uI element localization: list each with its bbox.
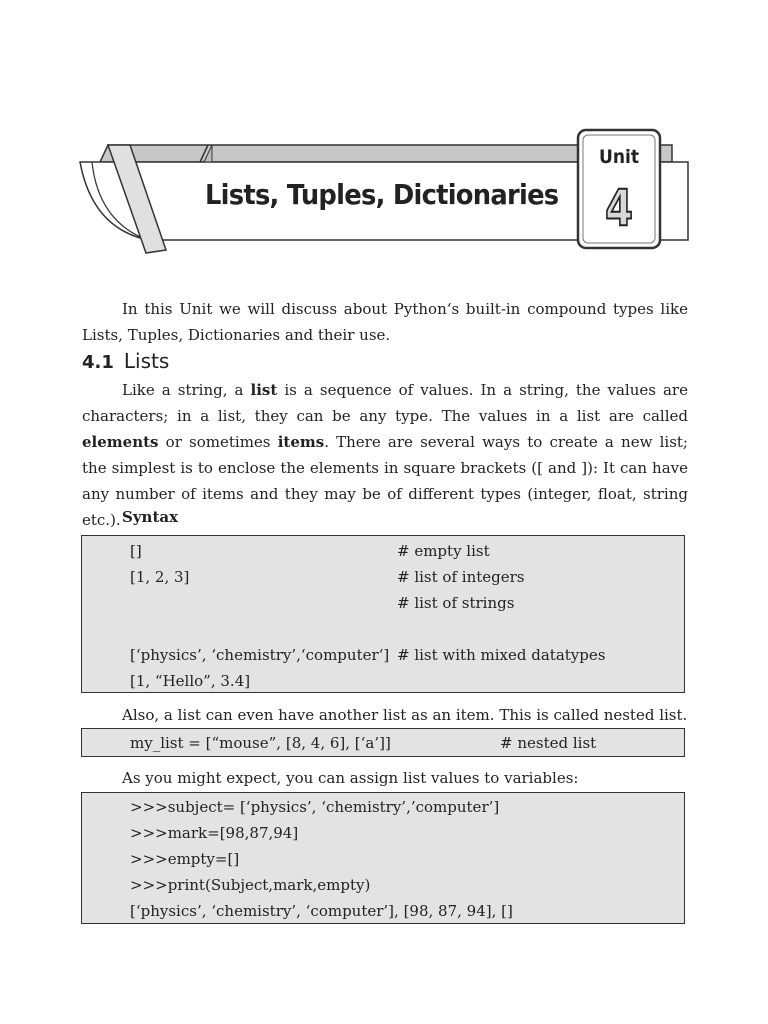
code-line: [] (130, 542, 142, 560)
section-title: Lists (123, 349, 170, 373)
code-line: [‘physics’, ‘chemistry’,‘computer‘] (130, 646, 390, 664)
syntax-code-box (81, 535, 685, 693)
code-comment: # nested list (500, 734, 597, 752)
chapter-banner (0, 0, 768, 270)
code-line: my_list = [“mouse”, [8, 4, 6], [‘a’]] (130, 734, 391, 752)
code-comment: # empty list (397, 542, 490, 560)
code-comment: # list of integers (397, 568, 525, 586)
code-line: >>>empty=[] (130, 850, 240, 868)
intro-paragraph: In this Unit we will discuss about Python‘s built-in compound types like Lists, Tuples, Dictionaries and their use. (82, 300, 688, 344)
section-heading (82, 349, 169, 373)
code-comment: # list with mixed datatypes (397, 646, 606, 664)
lists-paragraph: Like a string, a list is a sequence of values. In a string, the values are characters; in a list, they can be any type. The values in a list are called elements or sometimes items. There are several ways to create a new list; the simplest is to enclose the elements in square brackets ([ and ]): It can have any number of items and they may be of different types (integer, float, string etc.). (82, 381, 688, 529)
assign-paragraph: As you might expect, you can assign list values to variables: (122, 769, 579, 787)
term-items: items (277, 433, 325, 451)
code-line: >>>print(Subject,mark,empty) (130, 876, 371, 894)
nested-list-paragraph: Also, a list can even have another list as an item. This is called nested list. (122, 706, 688, 724)
code-line: [1, “Hello”, 3.4] (130, 672, 251, 690)
banner-ribbon-graphic (0, 0, 768, 270)
unit-label: Unit (598, 146, 640, 168)
section-number: 4.1 (82, 352, 114, 373)
term-list: list (250, 381, 278, 399)
code-line: [1, 2, 3] (130, 568, 190, 586)
code-line: [‘physics’, ‘chemistry’, ‘computer’], [98, 87, 94], [] (130, 902, 513, 920)
code-line: >>>mark=[98,87,94] (130, 824, 299, 842)
unit-number: 4 (605, 179, 633, 237)
assign-code-box (81, 792, 685, 924)
nested-code-box (81, 728, 685, 757)
code-comment: # list of strings (397, 594, 515, 612)
chapter-title: Lists, Tuples, Dictionaries (205, 178, 559, 211)
term-elements: elements (82, 433, 159, 451)
syntax-label: Syntax (122, 508, 179, 526)
code-line: >>>subject= [‘physics’, ‘chemistry’,’computer’] (130, 798, 500, 816)
